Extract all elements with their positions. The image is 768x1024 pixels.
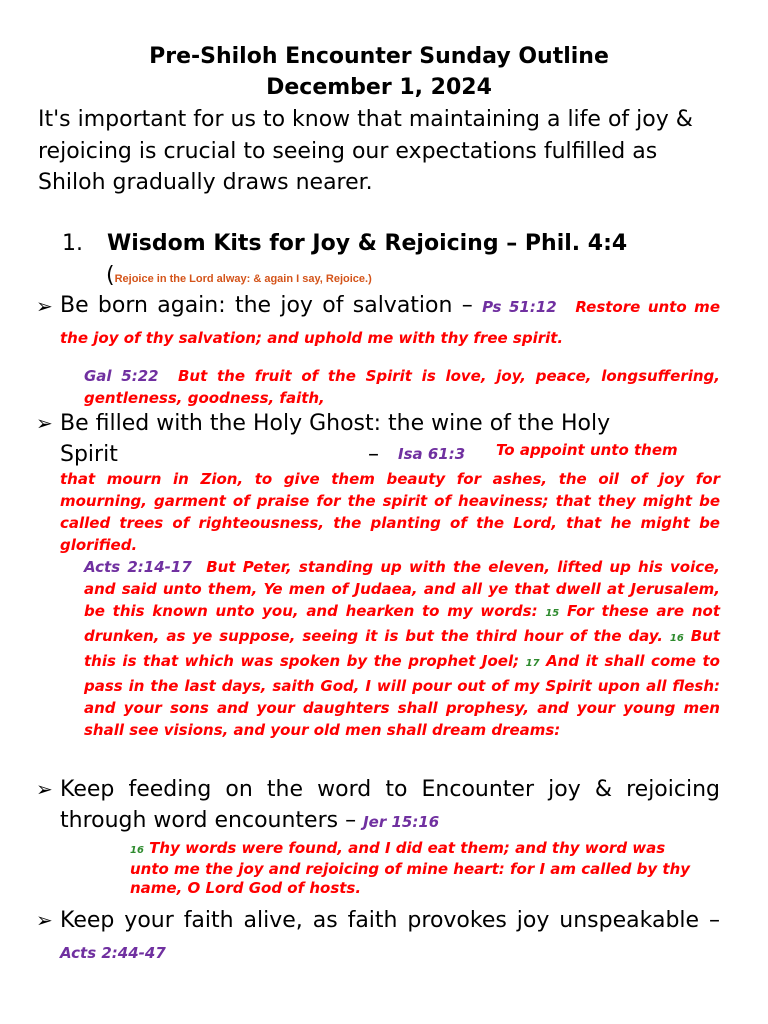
scripture-text: Restore unto me the joy of thy salvation; and uphold me with thy free spirit.	[60, 298, 720, 347]
sub-scripture-jer	[130, 839, 700, 898]
verse-number: 15	[545, 608, 560, 619]
point-faith-alive	[36, 905, 720, 969]
verse-14: But Peter, standing up with the eleven, lifted up his voice, and said unto them, Ye men of Judaea, and all ye that dwell at Jerusalem, be this known unto you, and hearken to my words:	[84, 558, 720, 620]
scripture-ref: Gal 5:22	[84, 367, 159, 385]
arrow-bullet-icon: ➢	[36, 294, 53, 318]
point-holy-ghost	[36, 408, 720, 439]
open-paren: (	[106, 263, 115, 288]
point-born-again	[36, 291, 720, 352]
verse-16: But this is that which was spoken by the prophet Joel;	[84, 627, 720, 670]
scripture-ref: Jer 15:16	[363, 813, 440, 831]
intro-paragraph: It's important for us to know that maintaining a life of joy & rejoicing is crucial to seeing our expectations fulfilled as Shiloh gradually draws nearer.	[38, 107, 693, 195]
scripture-ref: Isa 61:3	[398, 445, 466, 463]
verse-number: 16	[130, 845, 144, 856]
page-date: December 1, 2024	[266, 75, 492, 100]
arrow-bullet-icon: ➢	[36, 908, 53, 932]
scripture-text-start: To appoint unto them	[496, 441, 678, 459]
section-heading	[62, 229, 742, 259]
point-text-line2: Spirit	[60, 442, 118, 467]
verse-15: For these are not drunken, as ye suppose, seeing it is but the third hour of the day.	[84, 602, 720, 645]
point-text: Keep your faith alive, as faith provokes joy unspeakable –	[60, 908, 720, 933]
scripture-text: But the fruit of the Spirit is love, joy, peace, longsuffering, gentleness, goodness, faith,	[84, 367, 720, 407]
point-text: Keep feeding on the word to Encounter joy & rejoicing through word encounters –	[60, 777, 720, 833]
page-title: Pre-Shiloh Encounter Sunday Outline	[149, 44, 609, 69]
dash: –	[368, 442, 379, 467]
scripture-text-rest: that mourn in Zion, to give them beauty for ashes, the oil of joy for mourning, garment of praise for the spirit of heaviness; that they might be called trees of righteousness, the planting of the Lord, that he might be glorified.	[60, 470, 720, 554]
verse-number: 16	[669, 633, 684, 644]
arrow-bullet-icon: ➢	[36, 411, 53, 435]
scripture-ref: Acts 2:44-47	[60, 944, 166, 962]
scripture-ref: Ps 51:12	[482, 298, 557, 316]
point-text-line1: Be filled with the Holy Ghost: the wine of the Holy	[60, 411, 611, 436]
scripture-text: Thy words were found, and I did eat them; and thy word was unto me the joy and rejoicing of mine heart: for I am called by thy name, O Lord God of hosts.	[130, 839, 691, 897]
point-text: Be born again: the joy of salvation –	[60, 293, 473, 318]
point-feeding-word	[36, 774, 720, 838]
scripture-ref: Acts 2:14-17	[84, 558, 192, 576]
verse-number: 17	[525, 658, 540, 669]
point-holy-ghost-line2	[60, 439, 678, 470]
section-verse	[106, 262, 372, 293]
verse-17: And it shall come to pass in the last days, saith God, I will pour out of my Spirit upon all flesh: and your sons and your daughters shall prophesy, and your young men shall see visions, and your old men shall dream dreams:	[84, 652, 720, 739]
section-number: 1.	[62, 231, 83, 256]
arrow-bullet-icon: ➢	[36, 777, 53, 801]
phil-verse-text: Rejoice in the Lord alway: & again I say, Rejoice.)	[114, 273, 372, 285]
sub-scripture-gal	[84, 365, 720, 409]
sub-scripture-acts	[84, 556, 720, 741]
section-title: Wisdom Kits for Joy & Rejoicing – Phil. 4:4	[107, 231, 628, 256]
